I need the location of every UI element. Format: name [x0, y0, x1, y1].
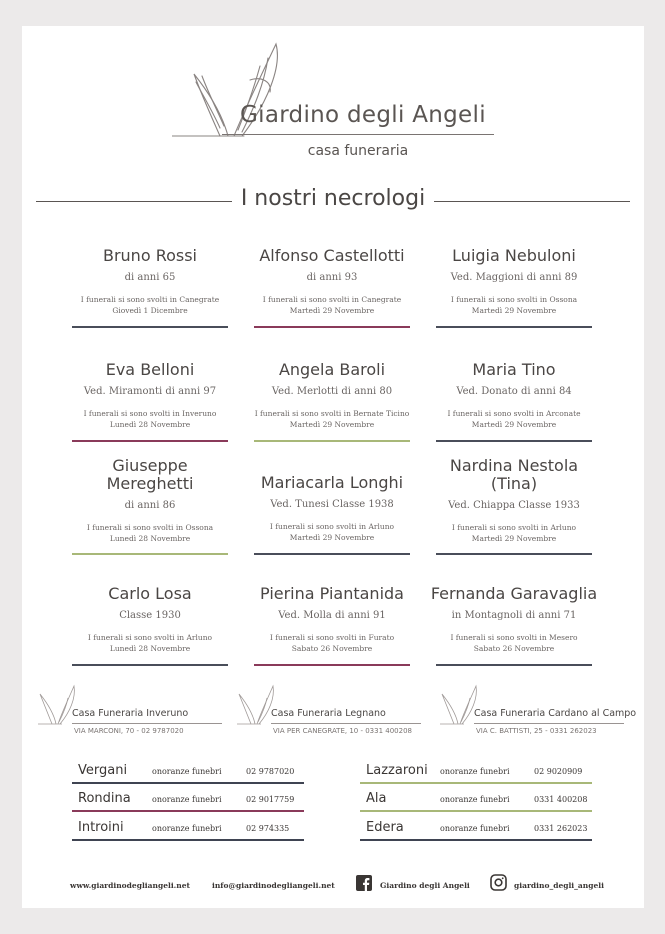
branch-address: VIA PER CANEGRATE, 10 - 0331 400208 [273, 727, 412, 735]
directory-divider [72, 810, 304, 812]
obituary-card [426, 247, 602, 316]
branch-cardano [440, 684, 637, 740]
directory-name: Lazzaroni [366, 763, 428, 778]
branch-underline [474, 723, 624, 724]
obituary-name: Fernanda Garavaglia [430, 584, 598, 603]
obituary-name: Eva Belloni [105, 360, 195, 379]
obituary-card [426, 457, 602, 544]
branch-address: VIA MARCONI, 70 - 02 9787020 [74, 727, 184, 735]
obituary-card [244, 247, 420, 316]
obituary-detail: di anni 86 [124, 500, 176, 511]
facebook-icon[interactable] [356, 875, 372, 891]
instagram-link[interactable]: giardino_degli_angeli [514, 881, 604, 890]
directory-service: onoranze funebri [152, 767, 222, 776]
obituary-detail: di anni 93 [306, 272, 358, 283]
email-link[interactable]: info@giardinodegliangeli.net [212, 881, 335, 890]
directory-entry [360, 761, 592, 783]
obituary-divider [254, 664, 410, 666]
branch-name: Casa Funeraria Legnano [271, 708, 386, 719]
wings-icon [440, 684, 480, 726]
branch-legnano [237, 684, 427, 740]
directory-phone: 0331 400208 [534, 795, 588, 804]
obituary-divider [254, 553, 410, 555]
obituary-card [426, 585, 602, 654]
branch-name: Casa Funeraria Cardano al Campo [474, 708, 637, 719]
instagram-icon[interactable] [490, 874, 507, 891]
directory-divider [72, 782, 304, 784]
obituary-card [244, 585, 420, 654]
obituary-name: Giuseppe Mereghetti [106, 456, 194, 493]
branch-underline [271, 723, 421, 724]
directory-service: onoranze funebri [440, 824, 510, 833]
directory-name: Vergani [78, 763, 128, 778]
obituary-card [426, 361, 602, 430]
obituary-name: Alfonso Castellotti [259, 246, 405, 265]
obituary-card [62, 585, 238, 654]
section-heading [36, 186, 630, 216]
obituary-info: I funerali si sono svolti in Canegrate Giovedì 1 Dicembre [80, 295, 220, 315]
directory-phone: 02 9787020 [246, 767, 295, 776]
directory-entry [360, 818, 592, 840]
obituary-info: I funerali si sono svolti in Arluno Martedì 29 Novembre [269, 522, 395, 542]
obituary-name: Bruno Rossi [102, 246, 197, 265]
obituary-name: Pierina Piantanida [260, 584, 404, 603]
directory-phone: 0331 262023 [534, 824, 588, 833]
obituary-card [62, 247, 238, 316]
obituary-detail: Ved. Donato di anni 84 [456, 386, 572, 397]
directory-entry [72, 761, 304, 783]
wings-icon [38, 684, 78, 726]
directory-name: Edera [366, 820, 404, 835]
obituary-sheet [22, 26, 644, 908]
directory-divider [360, 782, 592, 784]
obituary-detail: Classe 1930 [119, 610, 181, 621]
obituary-detail: di anni 65 [124, 272, 176, 283]
directory-phone: 02 9017759 [246, 795, 295, 804]
directory-service: onoranze funebri [152, 795, 222, 804]
brand-name: Giardino degli Angeli [240, 102, 486, 128]
obituary-divider [436, 326, 592, 328]
obituary-name: Carlo Losa [108, 584, 192, 603]
directory-divider [360, 839, 592, 841]
obituary-name: Luigia Nebuloni [452, 246, 576, 265]
obituary-info: I funerali si sono svolti in Arluno Martedì 29 Novembre [451, 523, 577, 543]
heading-rule-right [434, 201, 630, 202]
obituary-divider [436, 664, 592, 666]
branch-underline [72, 723, 222, 724]
obituary-card [62, 457, 238, 544]
obituary-divider [72, 664, 228, 666]
obituary-divider [72, 326, 228, 328]
obituary-info: I funerali si sono svolti in Mesero Sabato 26 Novembre [450, 633, 578, 653]
directory-name: Rondina [78, 791, 131, 806]
facebook-link[interactable]: Giardino degli Angeli [380, 881, 470, 890]
obituary-info: I funerali si sono svolti in Ossona Martedì 29 Novembre [450, 295, 578, 315]
directory-entry [360, 789, 592, 811]
obituary-detail: Ved. Molla di anni 91 [278, 610, 386, 621]
obituary-card [244, 361, 420, 430]
obituary-divider [72, 440, 228, 442]
obituary-divider [254, 440, 410, 442]
obituary-divider [254, 326, 410, 328]
directory-divider [360, 810, 592, 812]
brand-tagline: casa funeraria [307, 143, 409, 159]
page-title: I nostri necrologi [240, 186, 426, 211]
obituary-info: I funerali si sono svolti in Inveruno Lunedì 28 Novembre [83, 409, 217, 429]
obituary-divider [436, 553, 592, 555]
obituary-info: I funerali si sono svolti in Arconate Martedì 29 Novembre [447, 409, 581, 429]
directory-service: onoranze funebri [440, 767, 510, 776]
brand-underline [222, 134, 494, 135]
directory-name: Ala [366, 791, 387, 806]
obituary-detail: Ved. Tunesi Classe 1938 [270, 499, 394, 510]
obituary-info: I funerali si sono svolti in Arluno Lunedì 28 Novembre [87, 633, 213, 653]
directory-service: onoranze funebri [440, 795, 510, 804]
obituary-info: I funerali si sono svolti in Furato Sabato 26 Novembre [269, 633, 395, 653]
obituary-detail: in Montagnoli di anni 71 [451, 610, 577, 621]
obituary-name: Mariacarla Longhi [260, 473, 404, 492]
branch-address: VIA C. BATTISTI, 25 - 0331 262023 [476, 727, 597, 735]
directory-entry [72, 789, 304, 811]
obituary-name: Maria Tino [472, 360, 556, 379]
obituary-divider [72, 553, 228, 555]
obituary-info: I funerali si sono svolti in Canegrate Martedì 29 Novembre [262, 295, 402, 315]
obituary-card [62, 361, 238, 430]
obituary-name: Nardina Nestola (Tina) [449, 456, 579, 493]
obituary-info: I funerali si sono svolti in Bernate Ticino Martedì 29 Novembre [254, 409, 410, 429]
directory-name: Introini [78, 820, 124, 835]
obituary-divider [436, 440, 592, 442]
obituary-info: I funerali si sono svolti in Ossona Lunedì 28 Novembre [86, 523, 214, 543]
obituary-detail: Ved. Merlotti di anni 80 [271, 386, 393, 397]
directory-service: onoranze funebri [152, 824, 222, 833]
branch-name: Casa Funeraria Inveruno [72, 708, 189, 719]
obituary-card [244, 474, 420, 543]
wings-icon [237, 684, 277, 726]
branch-inveruno [38, 684, 228, 740]
directory-phone: 02 9020909 [534, 767, 583, 776]
obituary-detail: Ved. Chiappa Classe 1933 [448, 500, 580, 511]
obituary-name: Angela Baroli [278, 360, 386, 379]
obituary-detail: Ved. Miramonti di anni 97 [83, 386, 217, 397]
obituary-detail: Ved. Maggioni di anni 89 [450, 272, 578, 283]
directory-phone: 02 974335 [246, 824, 290, 833]
directory-divider [72, 839, 304, 841]
directory-entry [72, 818, 304, 840]
website-link[interactable]: www.giardinodegliangeli.net [70, 881, 190, 890]
